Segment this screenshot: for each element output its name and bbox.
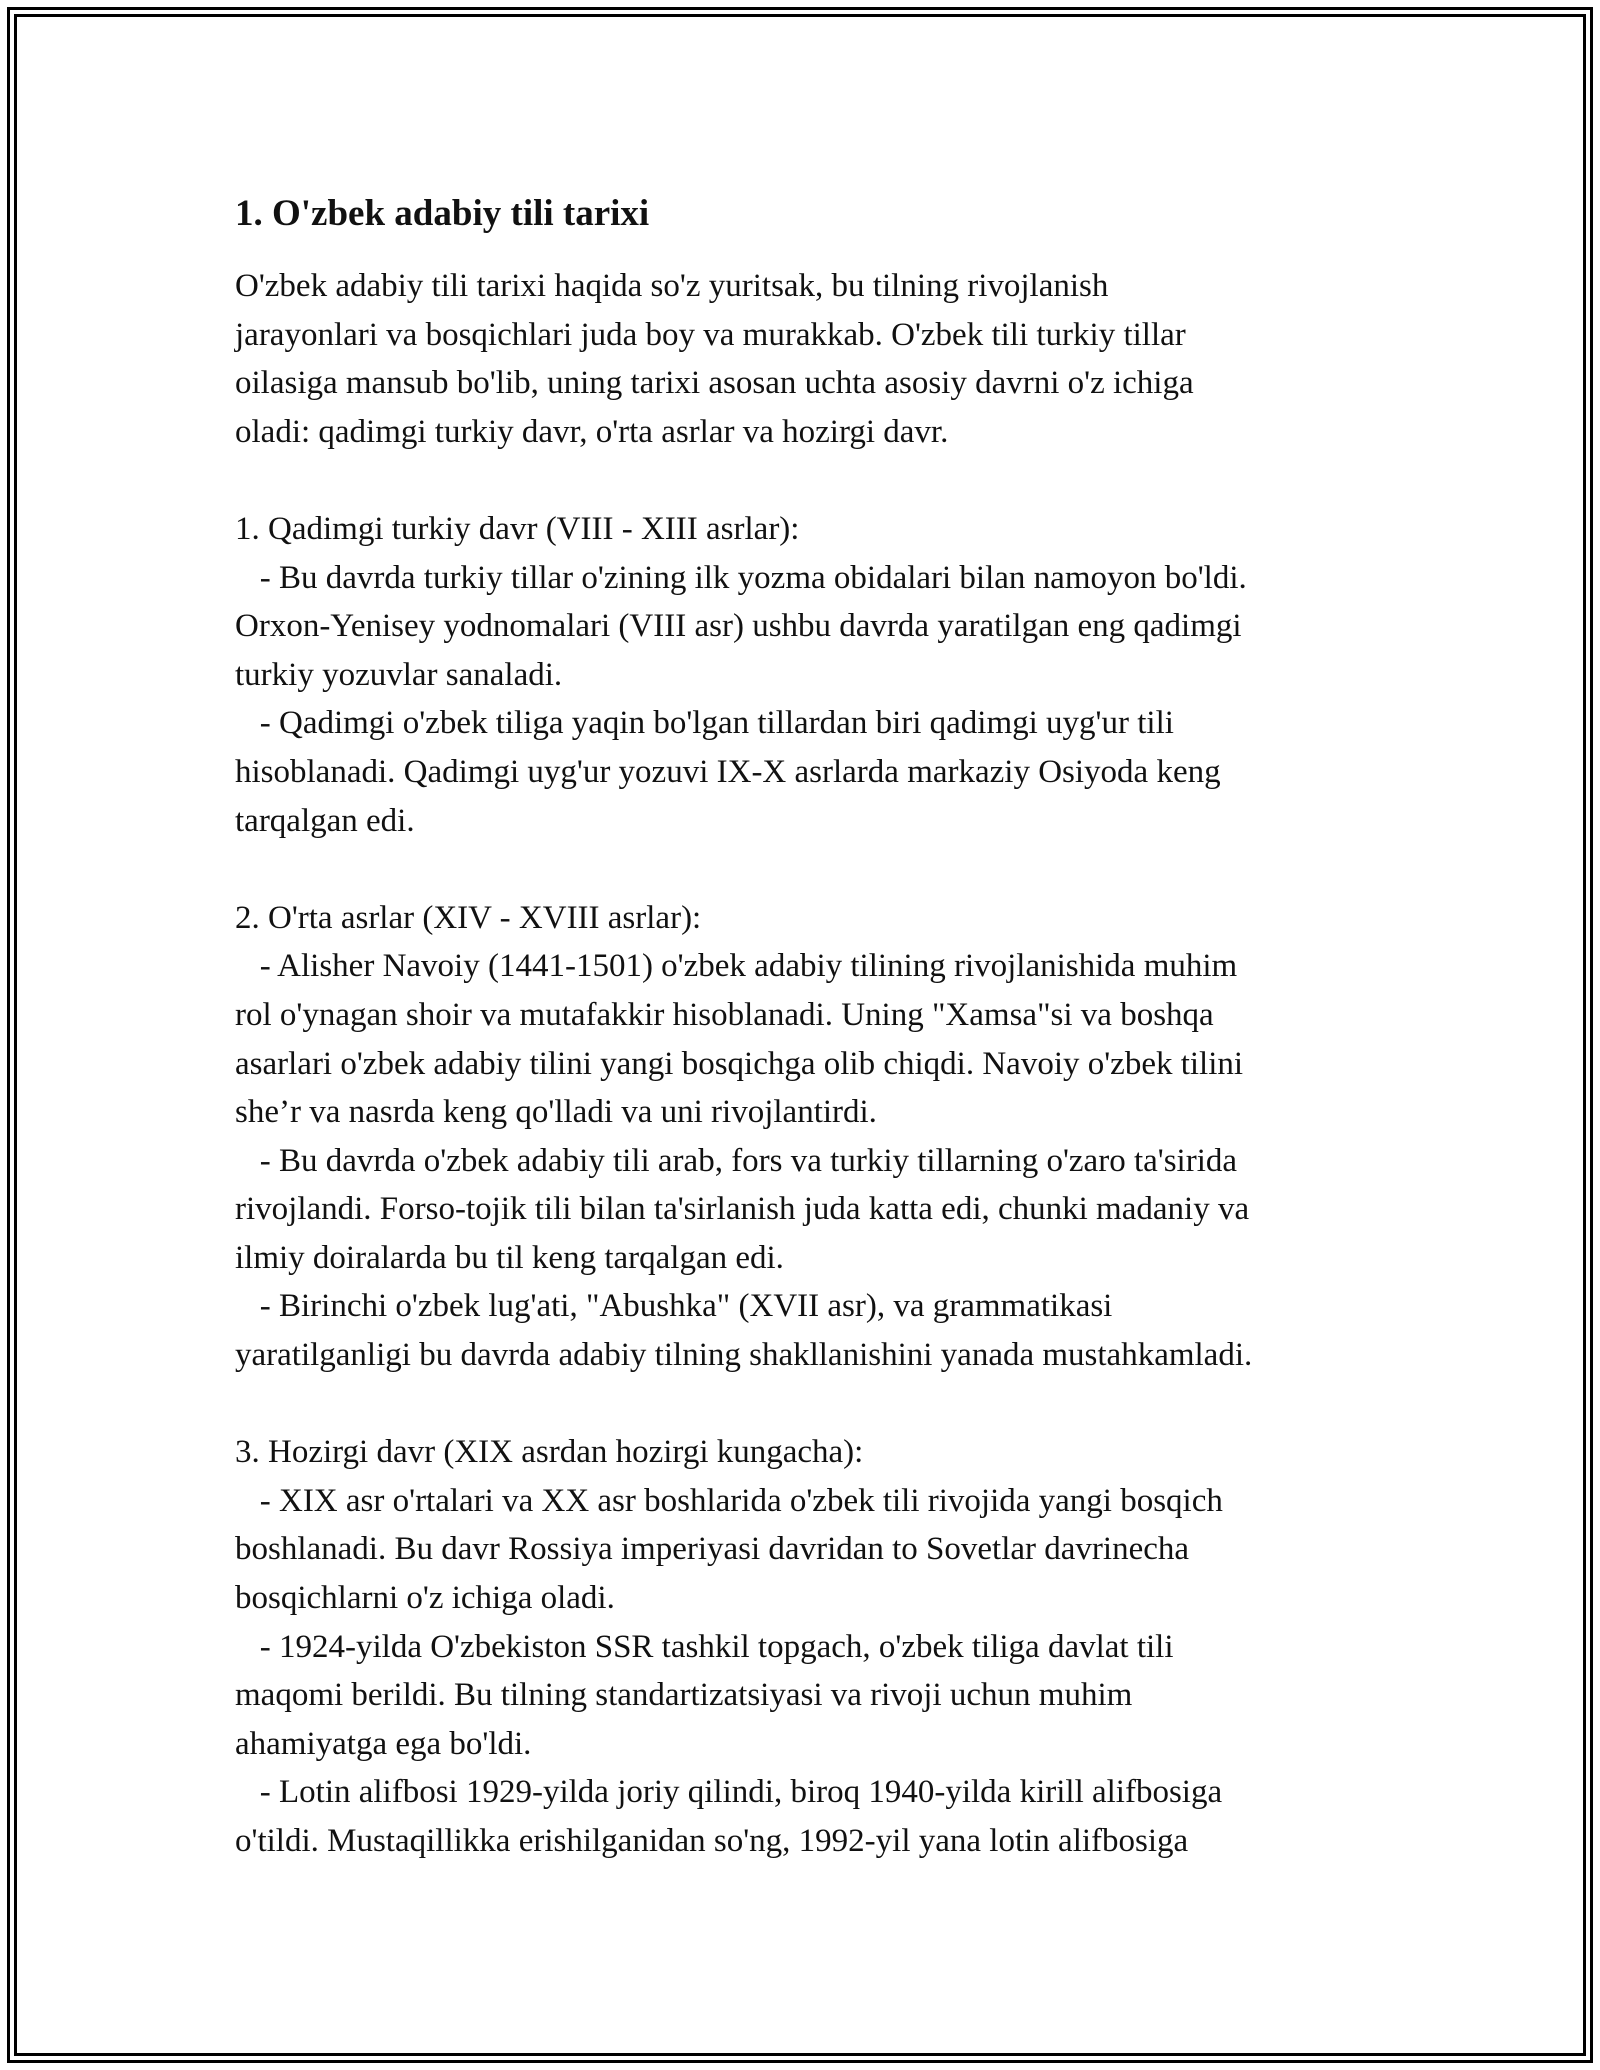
text-line: Orxon-Yenisey yodnomalari (VIII asr) ushbu davrda yaratilgan eng qadimgi xyxy=(235,608,1242,645)
text-line: - XIX asr o'rtalari va XX asr boshlarida o'zbek tili rivojida yangi bosqich xyxy=(235,1482,1223,1519)
text-line: boshlanadi. Bu davr Rossiya imperiyasi davridan to Sovetlar davrinecha xyxy=(235,1531,1190,1568)
text-line: turkiy yozuvlar sanaladi. xyxy=(235,656,563,693)
document-title: 1. O'zbek adabiy tili tarixi xyxy=(235,193,650,234)
section-middle-ages xyxy=(235,894,1375,1380)
text-line: o'tildi. Mustaqillikka erishilganidan so'ng, 1992-yil yana lotin alifbosiga xyxy=(235,1823,1189,1859)
section-heading: 2. O'rta asrlar (XIV - XVIII asrlar): xyxy=(235,899,702,936)
paragraph-spacer xyxy=(235,1380,1375,1429)
text-line: asarlari o'zbek adabiy tilini yangi bosqichga olib chiqdi. Navoiy o'zbek tilini xyxy=(235,1045,1244,1082)
text-line: maqomi berildi. Bu tilning standartizatsiyasi va rivoji uchun muhim xyxy=(235,1677,1133,1714)
text-line: - Bu davrda turkiy tillar o'zining ilk yozma obidalari bilan namoyon bo'ldi. xyxy=(235,559,1247,596)
document-body xyxy=(235,190,1375,1866)
text-line: ilmiy doiralarda bu til keng tarqalgan edi. xyxy=(235,1239,784,1276)
text-line: jarayonlari va bosqichlari juda boy va murakkab. O'zbek tili turkiy tillar xyxy=(235,316,1186,353)
text-line: she’r va nasrda keng qo'lladi va uni rivojlantirdi. xyxy=(235,1094,877,1131)
text-line: - 1924-yilda O'zbekiston SSR tashkil topgach, o'zbek tiliga davlat tili xyxy=(235,1628,1174,1665)
text-line: - Qadimgi o'zbek tiliga yaqin bo'lgan tillardan biri qadimgi uyg'ur tili xyxy=(235,705,1174,742)
text-line: ahamiyatga ega bo'ldi. xyxy=(235,1725,532,1762)
text-line: yaratilganligi bu davrda adabiy tilning shakllanishini yanada mustahkamladi. xyxy=(235,1337,1253,1374)
text-line: rol o'ynagan shoir va mutafakkir hisoblanadi. Uning "Xamsa"si va boshqa xyxy=(235,996,1214,1033)
text-line: oilasiga mansub bo'lib, uning tarixi asosan uchta asosiy davrni o'z ichiga xyxy=(235,365,1194,402)
text-line: - Bu davrda o'zbek adabiy tili arab, fors va turkiy tillarning o'zaro ta'sirida xyxy=(235,1142,1238,1179)
section-ancient-turkic xyxy=(235,505,1375,845)
section-heading: 1. Qadimgi turkiy davr (VIII - XIII asrlar): xyxy=(235,510,800,547)
text-line: tarqalgan edi. xyxy=(235,802,415,839)
text-line: bosqichlarni o'z ichiga oladi. xyxy=(235,1580,615,1617)
paragraph-spacer xyxy=(235,456,1375,505)
text-line: - Lotin alifbosi 1929-yilda joriy qilindi, biroq 1940-yilda kirill alifbosiga xyxy=(235,1774,1223,1811)
text-line: hisoblanadi. Qadimgi uyg'ur yozuvi IX-X asrlarda markaziy Osiyoda keng xyxy=(235,753,1221,790)
section-modern-period xyxy=(235,1428,1375,1865)
text-line: - Birinchi o'zbek lug'ati, "Abushka" (XVII asr), va grammatikasi xyxy=(235,1288,1113,1325)
text-line: O'zbek adabiy tili tarixi haqida so'z yuritsak, bu tilning rivojlanish xyxy=(235,268,1109,304)
section-heading: 3. Hozirgi davr (XIX asrdan hozirgi kungacha): xyxy=(235,1434,864,1471)
text-line: oladi: qadimgi turkiy davr, o'rta asrlar va hozirgi davr. xyxy=(235,413,949,450)
intro-paragraph xyxy=(235,262,1375,456)
text-line: rivojlandi. Forso-tojik tili bilan ta'sirlanish juda katta edi, chunki madaniy va xyxy=(235,1191,1250,1228)
paragraph-spacer xyxy=(235,845,1375,894)
text-line: - Alisher Navoiy (1441-1501) o'zbek adabiy tilining rivojlanishida muhim xyxy=(235,948,1238,985)
